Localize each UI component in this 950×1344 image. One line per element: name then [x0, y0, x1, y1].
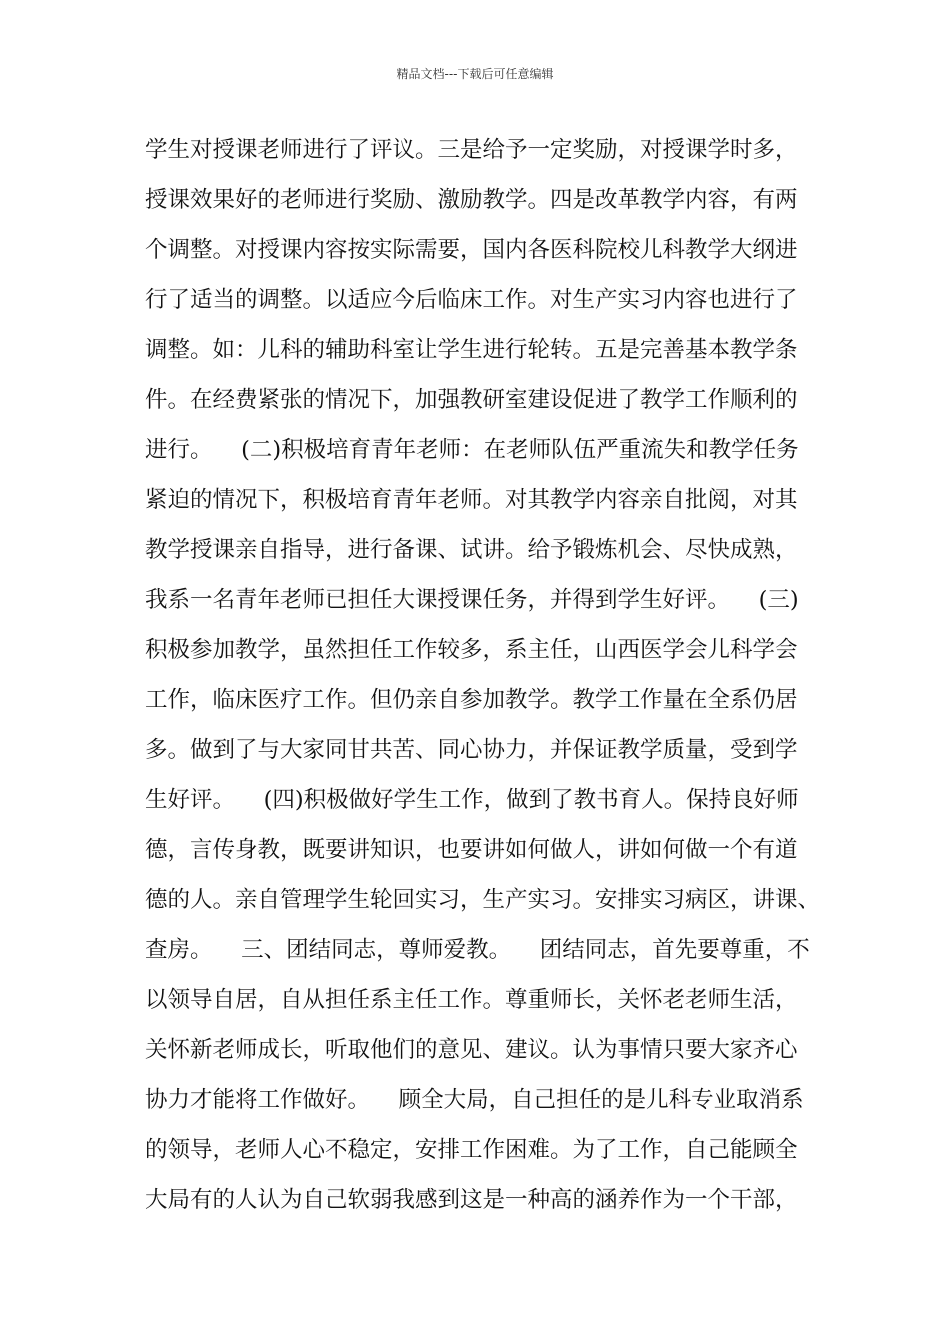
text-line: 工作，临床医疗工作。但仍亲自参加教学。教学工作量在全系仍居	[145, 687, 798, 713]
text-line: 教学授课亲自指导，进行备课、试讲。给予锻炼机会、尽快成熟，	[145, 537, 798, 563]
text-line: 生好评。 (四)积极做好学生工作，做到了教书育人。保持良好师	[145, 787, 799, 813]
text-line: 行了适当的调整。以适应今后临床工作。对生产实习内容也进行了	[145, 287, 798, 313]
page-header: 精品文档---下载后可任意编辑	[396, 67, 554, 81]
text-line: 件。在经费紧张的情况下，加强教研室建设促进了教学工作顺利的	[145, 387, 798, 413]
text-line: 进行。 (二)积极培育青年老师：在老师队伍严重流失和教学任务	[145, 437, 799, 463]
text-line: 多。做到了与大家同甘共苦、同心协力，并保证教学质量，受到学	[145, 737, 798, 763]
text-line: 学生对授课老师进行了评议。三是给予一定奖励，对授课学时多，	[145, 137, 798, 163]
text-line: 德，言传身教，既要讲知识，也要讲如何做人，讲如何做一个有道	[145, 837, 798, 863]
text-line: 关怀新老师成长，听取他们的意见、建议。认为事情只要大家齐心	[145, 1037, 798, 1063]
text-line: 的领导，老师人心不稳定，安排工作困难。为了工作，自己能顾全	[145, 1137, 798, 1163]
text-line: 以领导自居，自从担任系主任工作。尊重师长，关怀老老师生活，	[145, 987, 798, 1013]
text-line: 德的人。亲自管理学生轮回实习，生产实习。安排实习病区，讲课、	[145, 887, 821, 913]
text-line: 协力才能将工作做好。 顾全大局，自己担任的是儿科专业取消系	[145, 1087, 804, 1113]
body-text	[145, 132, 825, 1232]
text-line: 大局有的人认为自己软弱我感到这是一种高的涵养作为一个干部，	[145, 1187, 798, 1213]
text-line: 授课效果好的老师进行奖励、激励教学。四是改革教学内容，有两	[145, 187, 798, 213]
text-line: 个调整。对授课内容按实际需要，国内各医科院校儿科教学大纲进	[145, 237, 798, 263]
text-line: 调整。如：儿科的辅助科室让学生进行轮转。五是完善基本教学条	[145, 337, 798, 363]
text-line: 查房。 三、团结同志，尊师爱教。 团结同志，首先要尊重，不	[145, 937, 810, 963]
text-line: 积极参加教学，虽然担任工作较多，系主任，山西医学会儿科学会	[145, 637, 798, 663]
text-line: 我系一名青年老师已担任大课授课任务，并得到学生好评。 (三)	[145, 587, 799, 613]
text-line: 紧迫的情况下，积极培育青年老师。对其教学内容亲自批阅，对其	[145, 487, 798, 513]
